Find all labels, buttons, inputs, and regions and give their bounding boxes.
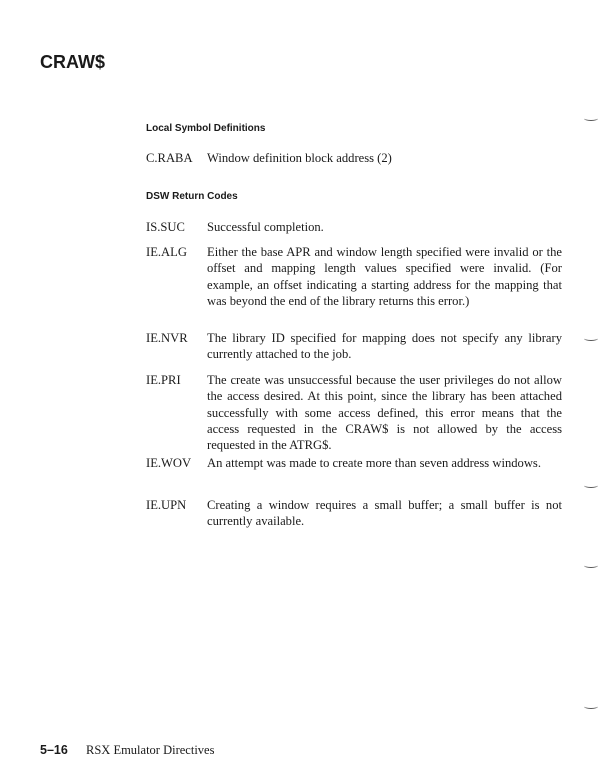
symbol-code: C.RABA bbox=[146, 151, 193, 165]
return-code-desc: The library ID specified for mapping does not specify any library currently attached to the job. bbox=[207, 331, 562, 362]
return-code-entry bbox=[146, 219, 562, 235]
local-symbols-heading: Local Symbol Definitions bbox=[146, 123, 266, 134]
return-code-entry bbox=[146, 497, 562, 530]
return-code-entry bbox=[146, 244, 562, 309]
page-title: CRAW$ bbox=[40, 52, 106, 72]
binding-mark bbox=[584, 563, 598, 568]
return-code-desc: An attempt was made to create more than seven address windows. bbox=[207, 456, 541, 470]
binding-mark bbox=[584, 704, 598, 709]
return-code: IE.NVR bbox=[146, 331, 188, 345]
return-code-desc: Successful completion. bbox=[207, 220, 324, 234]
return-code-desc: Either the base APR and window length specified were invalid or the offset and mapping length values specified were invalid. (For example, an offset indicating a starting address for the mapping that was beyond the end of the library returns this error.) bbox=[207, 245, 562, 308]
return-code: IS.SUC bbox=[146, 220, 185, 234]
binding-mark bbox=[584, 336, 598, 341]
footer-title: RSX Emulator Directives bbox=[86, 743, 215, 757]
return-code: IE.ALG bbox=[146, 245, 187, 259]
return-code-entry bbox=[146, 330, 562, 363]
return-code-desc: Creating a window requires a small buffer; a small buffer is not currently available. bbox=[207, 498, 562, 529]
return-code-entry bbox=[146, 372, 562, 453]
binding-mark bbox=[584, 116, 598, 121]
return-code: IE.UPN bbox=[146, 498, 187, 512]
return-code: IE.PRI bbox=[146, 373, 181, 387]
symbol-desc: Window definition block address (2) bbox=[207, 151, 392, 165]
return-code: IE.WOV bbox=[146, 456, 192, 470]
return-codes-heading: DSW Return Codes bbox=[146, 191, 238, 202]
symbol-entry bbox=[146, 150, 562, 166]
return-code-desc: The create was unsuccessful because the user privileges do not allow the access desired. At this point, since the library has been attached successfully with some access defined, this error means that the access requested in the CRAW$ is not allowed by the access requested in the ATRG$. bbox=[207, 373, 562, 453]
page-number: 5–16 bbox=[40, 743, 68, 757]
return-code-entry bbox=[146, 455, 562, 471]
binding-mark bbox=[584, 483, 598, 488]
